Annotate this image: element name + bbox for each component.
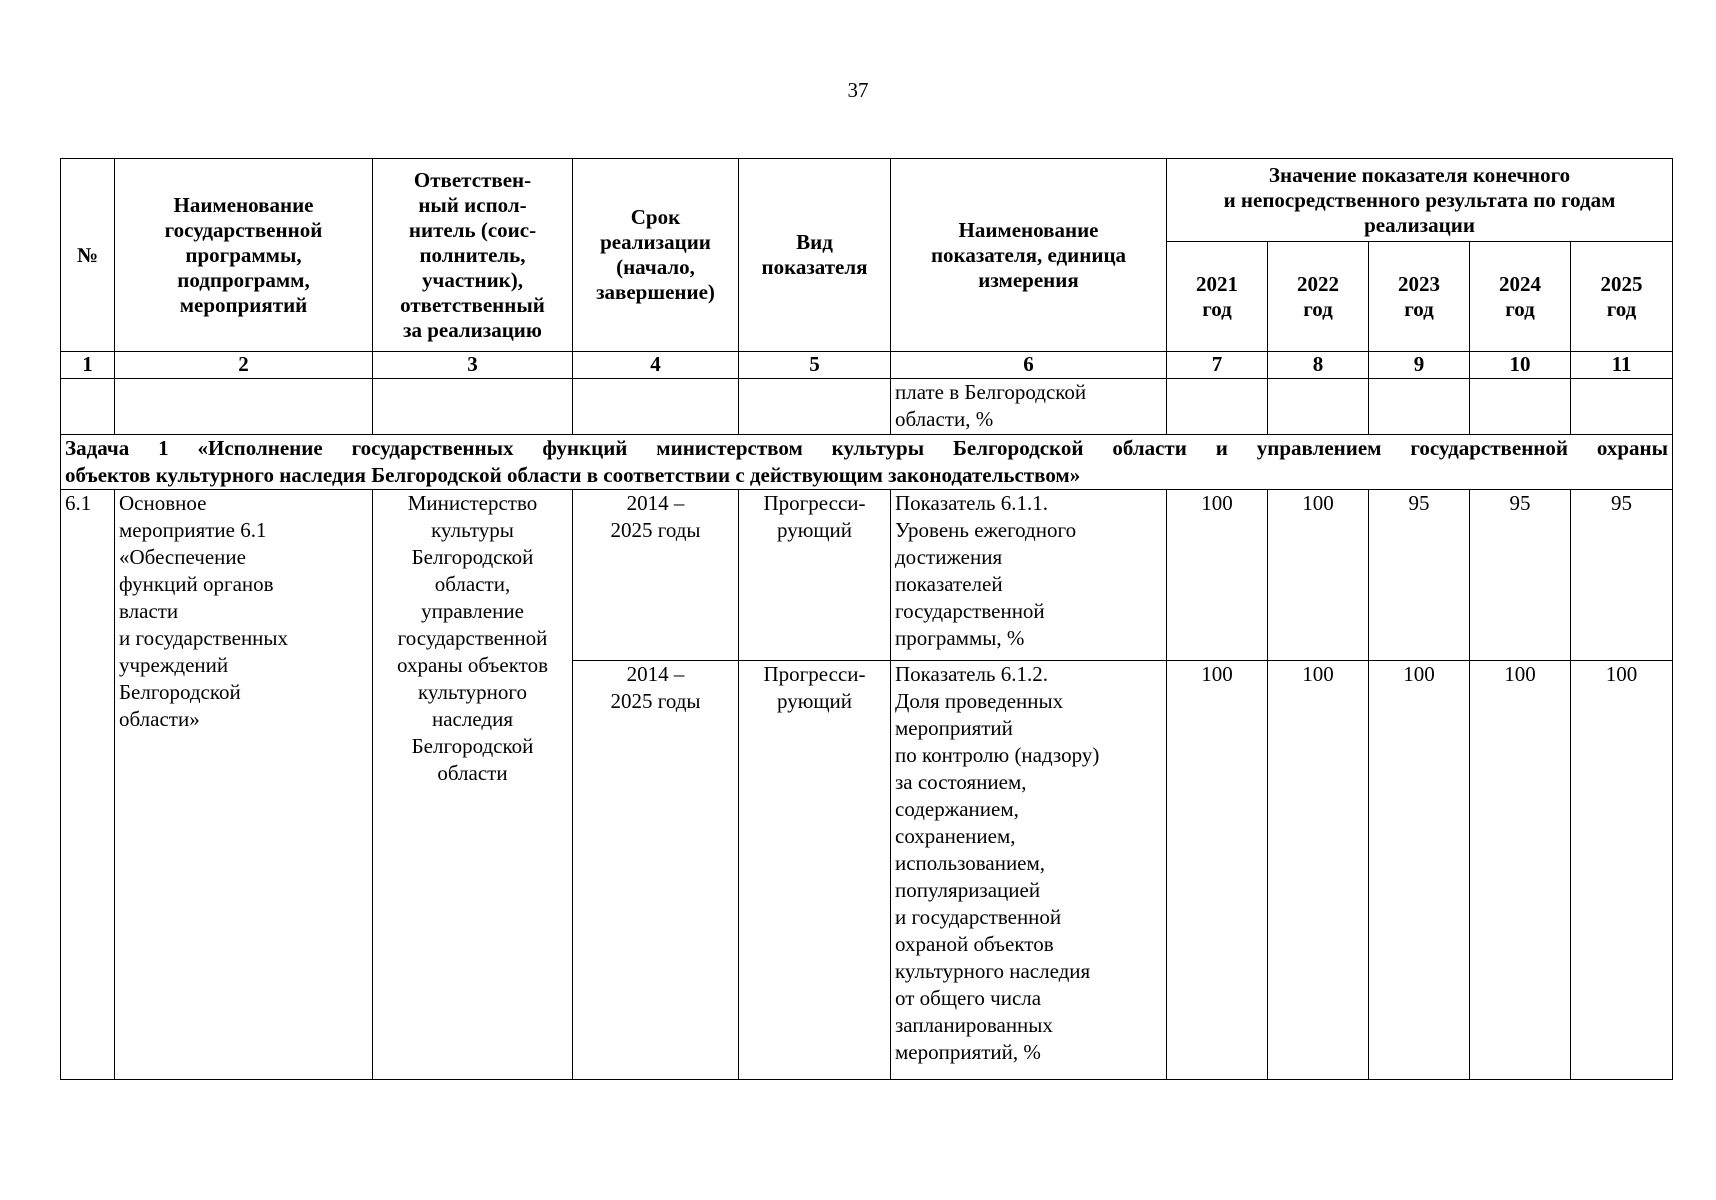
header-year-2022: 2022 год xyxy=(1268,242,1369,352)
indicator-value-2024: 100 xyxy=(1470,661,1571,1080)
activity-responsible: Министерство культуры Белгородской области, управление государственной охраны объектов культурного наследия Белгородской области xyxy=(373,490,573,1080)
indicator-value-2024: 95 xyxy=(1470,490,1571,661)
column-number: 6 xyxy=(891,352,1167,379)
column-number: 2 xyxy=(115,352,373,379)
header-indicator-name: Наименование показателя, единица измерения xyxy=(891,159,1167,352)
indicator-value-2021: 100 xyxy=(1167,490,1268,661)
empty-cell xyxy=(1369,379,1470,435)
indicator-value-2023: 95 xyxy=(1369,490,1470,661)
empty-cell xyxy=(573,379,739,435)
column-number: 7 xyxy=(1167,352,1268,379)
indicator-value-2022: 100 xyxy=(1268,490,1369,661)
column-number: 1 xyxy=(61,352,115,379)
column-numbers-row xyxy=(61,352,1673,379)
header-year-2023: 2023 год xyxy=(1369,242,1470,352)
indicator-period: 2014 – 2025 годы xyxy=(573,661,739,1080)
indicator-value-2025: 95 xyxy=(1571,490,1673,661)
empty-cell xyxy=(373,379,573,435)
continuation-row xyxy=(61,379,1673,435)
empty-cell xyxy=(739,379,891,435)
column-number: 3 xyxy=(373,352,573,379)
indicator-value-2025: 100 xyxy=(1571,661,1673,1080)
header-program-name: Наименование государственной программы, подпрограмм, мероприятий xyxy=(115,159,373,352)
indicator-value-2022: 100 xyxy=(1268,661,1369,1080)
header-indicator-kind: Вид показателя xyxy=(739,159,891,352)
empty-cell xyxy=(115,379,373,435)
column-number: 8 xyxy=(1268,352,1369,379)
header-values-group: Значение показателя конечного и непосредственного результата по годам реализации xyxy=(1167,159,1673,242)
column-number: 5 xyxy=(739,352,891,379)
task-title-line-1: Задача 1 «Исполнение государственных функций министерством культуры Белгородской области и управлением государственной охраны xyxy=(65,436,1669,460)
task-title xyxy=(61,435,1673,490)
header-num: № xyxy=(61,159,115,352)
continuation-indicator-text: плате в Белгородской области, % xyxy=(891,379,1167,435)
empty-cell xyxy=(61,379,115,435)
activity-row-indicator-1 xyxy=(61,490,1673,661)
task-row xyxy=(61,435,1673,490)
header-row-1 xyxy=(61,159,1673,242)
column-number: 11 xyxy=(1571,352,1673,379)
indicator-name: Показатель 6.1.2. Доля проведенных мероприятий по контролю (надзору) за состоянием, содержанием, сохранением, использованием, популяризацией и государственной охраной объектов культурного наследия от общего числа запланированных мероприятий, % xyxy=(891,661,1167,1080)
header-period: Срок реализации (начало, завершение) xyxy=(573,159,739,352)
task-title-line-2: объектов культурного наследия Белгородской области в соответствии с действующим законодательством» xyxy=(65,463,1081,487)
empty-cell xyxy=(1470,379,1571,435)
indicators-table xyxy=(60,158,1673,1080)
page-number: 37 xyxy=(847,78,869,102)
indicator-period: 2014 – 2025 годы xyxy=(573,490,739,661)
empty-cell xyxy=(1268,379,1369,435)
indicator-value-2023: 100 xyxy=(1369,661,1470,1080)
activity-number: 6.1 xyxy=(61,490,115,1080)
column-number: 10 xyxy=(1470,352,1571,379)
activity-name: Основное мероприятие 6.1 «Обеспечение функций органов власти и государственных учреждений Белгородской области» xyxy=(115,490,373,1080)
indicator-name: Показатель 6.1.1. Уровень ежегодного достижения показателей государственной программы, % xyxy=(891,490,1167,661)
empty-cell xyxy=(1571,379,1673,435)
indicator-kind: Прогресси- рующий xyxy=(739,490,891,661)
column-number: 4 xyxy=(573,352,739,379)
header-year-2024: 2024 год xyxy=(1470,242,1571,352)
indicator-value-2021: 100 xyxy=(1167,661,1268,1080)
header-year-2021: 2021 год xyxy=(1167,242,1268,352)
indicator-kind: Прогресси- рующий xyxy=(739,661,891,1080)
column-number: 9 xyxy=(1369,352,1470,379)
header-responsible: Ответствен- ный испол- нитель (соис- полнитель, участник), ответственный за реализацию xyxy=(373,159,573,352)
header-year-2025: 2025 год xyxy=(1571,242,1673,352)
empty-cell xyxy=(1167,379,1268,435)
